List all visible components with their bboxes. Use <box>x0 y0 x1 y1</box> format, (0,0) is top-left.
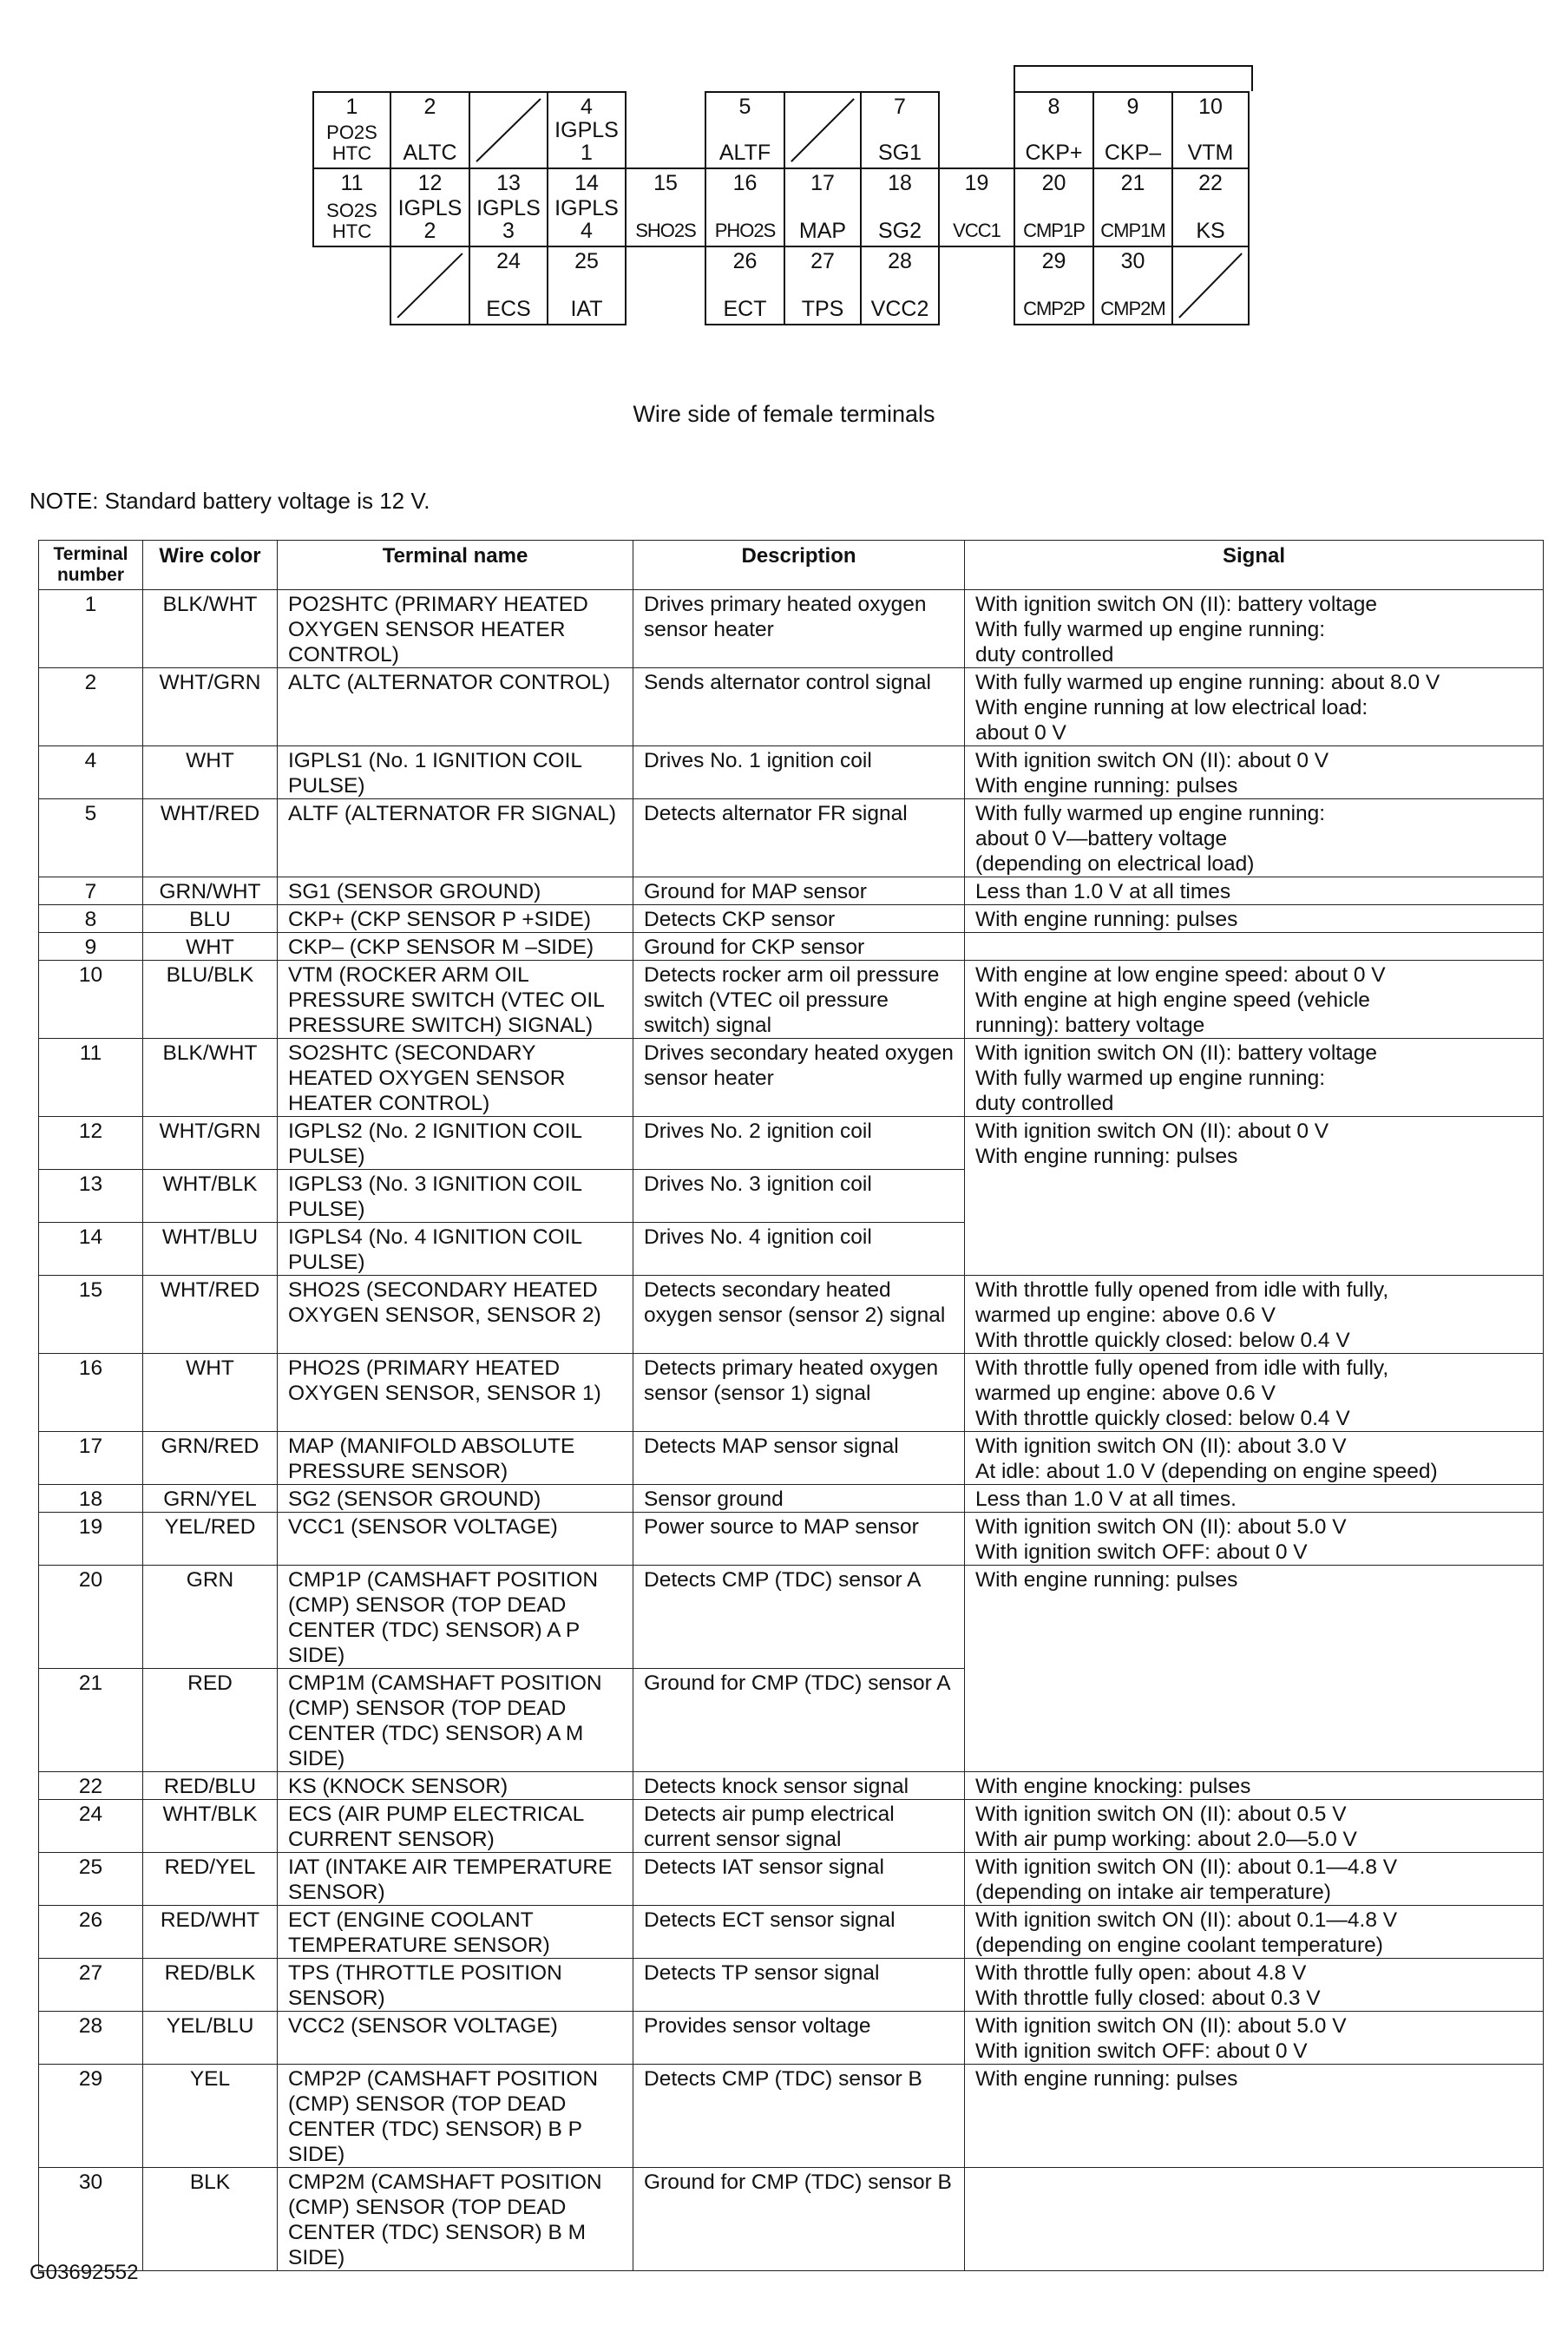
signal-cell: With fully warmed up engine running: about 0 V—battery voltage (depending on electrical load) <box>965 799 1544 877</box>
description-cell: Ground for CMP (TDC) sensor A <box>633 1669 965 1772</box>
description-cell: Detects air pump electrical current sensor signal <box>633 1800 965 1853</box>
table-row <box>39 1853 1544 1906</box>
signal-cell <box>965 2168 1544 2271</box>
wire-color-cell: YEL/RED <box>143 1513 278 1566</box>
terminal-10: 10 VTM <box>1171 91 1250 169</box>
terminal-20: 20 CMP1P <box>1014 167 1094 247</box>
terminal-name-cell: ECS (AIR PUMP ELECTRICAL CURRENT SENSOR) <box>278 1800 633 1853</box>
signal-cell: With ignition switch ON (II): battery voltage With fully warmed up engine running: duty controlled <box>965 1039 1544 1117</box>
table-row <box>39 1485 1544 1513</box>
signal-cell: With engine at low engine speed: about 0 V With engine at high engine speed (vehicle running): battery voltage <box>965 961 1544 1039</box>
table-row <box>39 905 1544 933</box>
terminal-number-cell: 7 <box>39 877 143 905</box>
wire-color-cell: WHT/BLK <box>143 1170 278 1223</box>
terminal-number-cell: 11 <box>39 1039 143 1117</box>
terminal-16: 16 PHO2S <box>705 167 785 247</box>
terminal-name-cell: CMP1P (CAMSHAFT POSITION (CMP) SENSOR (TOP DEAD CENTER (TDC) SENSOR) A P SIDE) <box>278 1566 633 1669</box>
signal-cell: With ignition switch ON (II): about 0.1—4.8 V (depending on engine coolant temperature) <box>965 1906 1544 1959</box>
terminal-2: 2 ALTC <box>390 91 470 169</box>
description-cell: Detects CKP sensor <box>633 905 965 933</box>
terminal-8: 8 CKP+ <box>1014 91 1094 169</box>
terminal-14: 14 IGPLS 4 <box>547 167 627 247</box>
terminal-number-cell: 27 <box>39 1959 143 2012</box>
terminal-number-cell: 5 <box>39 799 143 877</box>
terminal-name-cell: VTM (ROCKER ARM OIL PRESSURE SWITCH (VTEC OIL PRESSURE SWITCH) SIGNAL) <box>278 961 633 1039</box>
table-row <box>39 1354 1544 1432</box>
signal-cell: With ignition switch ON (II): about 5.0 V With ignition switch OFF: about 0 V <box>965 1513 1544 1566</box>
signal-cell: With engine running: pulses <box>965 1566 1544 1772</box>
terminal-spec-table <box>38 540 1544 2271</box>
wire-color-cell: WHT <box>143 1354 278 1432</box>
description-cell: Detects CMP (TDC) sensor B <box>633 2065 965 2168</box>
terminal-31-blank <box>1171 246 1250 325</box>
wire-color-cell: BLK/WHT <box>143 1039 278 1117</box>
terminal-name-cell: CKP+ (CKP SENSOR P +SIDE) <box>278 905 633 933</box>
terminal-29: 29 CMP2P <box>1014 246 1094 325</box>
description-cell: Drives primary heated oxygen sensor heater <box>633 590 965 668</box>
description-cell: Detects primary heated oxygen sensor (sensor 1) signal <box>633 1354 965 1432</box>
description-cell: Detects rocker arm oil pressure switch (VTEC oil pressure switch) signal <box>633 961 965 1039</box>
signal-cell: With ignition switch ON (II): about 0.5 V With air pump working: about 2.0—5.0 V <box>965 1800 1544 1853</box>
description-cell: Power source to MAP sensor <box>633 1513 965 1566</box>
terminal-number-cell: 17 <box>39 1432 143 1485</box>
signal-cell: With engine running: pulses <box>965 905 1544 933</box>
terminal-4: 4 IGPLS 1 <box>547 91 627 169</box>
wire-color-cell: YEL/BLU <box>143 2012 278 2065</box>
table-header-row <box>39 541 1544 590</box>
terminal-number-cell: 30 <box>39 2168 143 2271</box>
terminal-number-cell: 13 <box>39 1170 143 1223</box>
terminal-number-cell: 18 <box>39 1485 143 1513</box>
table-row <box>39 1959 1544 2012</box>
signal-cell: With ignition switch ON (II): battery voltage With fully warmed up engine running: duty controlled <box>965 590 1544 668</box>
terminal-21: 21 CMP1M <box>1092 167 1173 247</box>
terminal-5: 5 ALTF <box>705 91 785 169</box>
signal-cell: With engine running: pulses <box>965 2065 1544 2168</box>
signal-cell: With engine knocking: pulses <box>965 1772 1544 1800</box>
description-cell: Ground for MAP sensor <box>633 877 965 905</box>
description-cell: Detects IAT sensor signal <box>633 1853 965 1906</box>
wire-color-cell: RED/WHT <box>143 1906 278 1959</box>
terminal-number-cell: 2 <box>39 668 143 746</box>
terminal-1: 1 PO2S HTC <box>312 91 391 169</box>
table-row <box>39 2168 1544 2271</box>
terminal-27: 27 TPS <box>784 246 862 325</box>
signal-cell: With fully warmed up engine running: about 8.0 V With engine running at low electrical load: about 0 V <box>965 668 1544 746</box>
terminal-name-cell: CMP2P (CAMSHAFT POSITION (CMP) SENSOR (TOP DEAD CENTER (TDC) SENSOR) B P SIDE) <box>278 2065 633 2168</box>
table-body <box>39 590 1544 2271</box>
terminal-30: 30 CMP2M <box>1092 246 1173 325</box>
wire-color-cell: BLU/BLK <box>143 961 278 1039</box>
header-signal: Signal <box>965 541 1544 590</box>
terminal-name-cell: VCC2 (SENSOR VOLTAGE) <box>278 2012 633 2065</box>
wire-color-cell: WHT/BLU <box>143 1223 278 1276</box>
wire-color-cell: WHT <box>143 746 278 799</box>
terminal-28: 28 VCC2 <box>860 246 940 325</box>
wire-color-cell: RED/BLU <box>143 1772 278 1800</box>
table-row <box>39 1432 1544 1485</box>
terminal-number-cell: 29 <box>39 2065 143 2168</box>
wire-color-cell: BLU <box>143 905 278 933</box>
terminal-25: 25 IAT <box>547 246 627 325</box>
table-row <box>39 1906 1544 1959</box>
terminal-number-cell: 24 <box>39 1800 143 1853</box>
description-cell: Drives No. 4 ignition coil <box>633 1223 965 1276</box>
terminal-11: 11 SO2S HTC <box>312 167 391 247</box>
header-description: Description <box>633 541 965 590</box>
terminal-name-cell: CMP2M (CAMSHAFT POSITION (CMP) SENSOR (TOP DEAD CENTER (TDC) SENSOR) B M SIDE) <box>278 2168 633 2271</box>
header-wire-color: Wire color <box>143 541 278 590</box>
header-terminal-name: Terminal name <box>278 541 633 590</box>
signal-cell: With throttle fully opened from idle with fully, warmed up engine: above 0.6 V With throttle quickly closed: below 0.4 V <box>965 1276 1544 1354</box>
terminal-name-cell: SO2SHTC (SECONDARY HEATED OXYGEN SENSOR HEATER CONTROL) <box>278 1039 633 1117</box>
terminal-number-cell: 26 <box>39 1906 143 1959</box>
table-row <box>39 1276 1544 1354</box>
description-cell: Ground for CKP sensor <box>633 933 965 961</box>
terminal-name-cell: IAT (INTAKE AIR TEMPERATURE SENSOR) <box>278 1853 633 1906</box>
table-row <box>39 1800 1544 1853</box>
terminal-24: 24 ECS <box>469 246 548 325</box>
wire-color-cell: RED/BLK <box>143 1959 278 2012</box>
wire-color-cell: RED <box>143 1669 278 1772</box>
table-row <box>39 1039 1544 1117</box>
signal-cell: With throttle fully opened from idle with fully, warmed up engine: above 0.6 V With throttle quickly closed: below 0.4 V <box>965 1354 1544 1432</box>
terminal-number-cell: 12 <box>39 1117 143 1170</box>
wire-color-cell: GRN/WHT <box>143 877 278 905</box>
terminal-number-cell: 1 <box>39 590 143 668</box>
signal-cell: With ignition switch ON (II): about 3.0 V At idle: about 1.0 V (depending on engine speed) <box>965 1432 1544 1485</box>
diagram-caption: Wire side of female terminals <box>633 401 935 427</box>
terminal-22: 22 KS <box>1171 167 1250 247</box>
terminal-number-cell: 21 <box>39 1669 143 1772</box>
terminal-3-blank <box>469 91 548 169</box>
terminal-name-cell: SHO2S (SECONDARY HEATED OXYGEN SENSOR, SENSOR 2) <box>278 1276 633 1354</box>
description-cell: Detects knock sensor signal <box>633 1772 965 1800</box>
wire-color-cell: GRN/RED <box>143 1432 278 1485</box>
terminal-7: 7 SG1 <box>860 91 940 169</box>
terminal-name-cell: CMP1M (CAMSHAFT POSITION (CMP) SENSOR (TOP DEAD CENTER (TDC) SENSOR) A M SIDE) <box>278 1669 633 1772</box>
wire-color-cell: YEL <box>143 2065 278 2168</box>
signal-cell <box>965 933 1544 961</box>
header-terminal-number: Terminal number <box>39 541 143 590</box>
terminal-name-cell: ALTF (ALTERNATOR FR SIGNAL) <box>278 799 633 877</box>
description-cell: Detects ECT sensor signal <box>633 1906 965 1959</box>
table-row <box>39 1566 1544 1669</box>
description-cell: Drives No. 3 ignition coil <box>633 1170 965 1223</box>
wire-color-cell: WHT/BLK <box>143 1800 278 1853</box>
wire-color-cell: WHT/GRN <box>143 668 278 746</box>
table-row <box>39 1117 1544 1170</box>
terminal-name-cell: IGPLS1 (No. 1 IGNITION COIL PULSE) <box>278 746 633 799</box>
table-row <box>39 668 1544 746</box>
terminal-name-cell: TPS (THROTTLE POSITION SENSOR) <box>278 1959 633 2012</box>
terminal-1-label: PO2S HTC <box>326 121 377 164</box>
table-row <box>39 2065 1544 2168</box>
terminal-18: 18 SG2 <box>860 167 940 247</box>
description-cell: Ground for CMP (TDC) sensor B <box>633 2168 965 2271</box>
table-row <box>39 746 1544 799</box>
terminal-name-cell: MAP (MANIFOLD ABSOLUTE PRESSURE SENSOR) <box>278 1432 633 1485</box>
wire-color-cell: BLK/WHT <box>143 590 278 668</box>
description-cell: Detects MAP sensor signal <box>633 1432 965 1485</box>
wire-color-cell: BLK <box>143 2168 278 2271</box>
terminal-9: 9 CKP– <box>1092 91 1173 169</box>
terminal-name-cell: IGPLS2 (No. 2 IGNITION COIL PULSE) <box>278 1117 633 1170</box>
description-cell: Detects TP sensor signal <box>633 1959 965 2012</box>
signal-cell: With ignition switch ON (II): about 5.0 V With ignition switch OFF: about 0 V <box>965 2012 1544 2065</box>
terminal-name-cell: PO2SHTC (PRIMARY HEATED OXYGEN SENSOR HEATER CONTROL) <box>278 590 633 668</box>
table-row <box>39 799 1544 877</box>
table-row <box>39 590 1544 668</box>
wire-color-cell: WHT <box>143 933 278 961</box>
description-cell: Sensor ground <box>633 1485 965 1513</box>
signal-cell: Less than 1.0 V at all times <box>965 877 1544 905</box>
terminal-name-cell: CKP– (CKP SENSOR M –SIDE) <box>278 933 633 961</box>
signal-cell: Less than 1.0 V at all times. <box>965 1485 1544 1513</box>
terminal-name-cell: IGPLS4 (No. 4 IGNITION COIL PULSE) <box>278 1223 633 1276</box>
terminal-6-blank <box>784 91 862 169</box>
terminal-23-blank <box>390 246 470 325</box>
terminal-15: 15 SHO2S <box>625 167 706 247</box>
terminal-number-cell: 10 <box>39 961 143 1039</box>
table-row <box>39 961 1544 1039</box>
description-cell: Detects secondary heated oxygen sensor (sensor 2) signal <box>633 1276 965 1354</box>
wire-color-cell: RED/YEL <box>143 1853 278 1906</box>
description-cell: Detects alternator FR signal <box>633 799 965 877</box>
battery-note: NOTE: Standard battery voltage is 12 V. <box>30 488 430 514</box>
wire-color-cell: WHT/RED <box>143 799 278 877</box>
terminal-number-cell: 9 <box>39 933 143 961</box>
signal-cell: With throttle fully open: about 4.8 V With throttle fully closed: about 0.3 V <box>965 1959 1544 2012</box>
signal-cell: With ignition switch ON (II): about 0 V With engine running: pulses <box>965 746 1544 799</box>
signal-cell: With ignition switch ON (II): about 0.1—4.8 V (depending on intake air temperature) <box>965 1853 1544 1906</box>
terminal-name-cell: SG1 (SENSOR GROUND) <box>278 877 633 905</box>
table-row <box>39 1772 1544 1800</box>
description-cell: Drives No. 2 ignition coil <box>633 1117 965 1170</box>
terminal-12: 12 IGPLS 2 <box>390 167 470 247</box>
wire-color-cell: GRN/YEL <box>143 1485 278 1513</box>
terminal-26: 26 ECT <box>705 246 785 325</box>
terminal-number-cell: 4 <box>39 746 143 799</box>
connector-hood <box>1014 65 1253 91</box>
description-cell: Drives secondary heated oxygen sensor heater <box>633 1039 965 1117</box>
terminal-number-cell: 14 <box>39 1223 143 1276</box>
terminal-17: 17 MAP <box>784 167 862 247</box>
terminal-name-cell: ALTC (ALTERNATOR CONTROL) <box>278 668 633 746</box>
terminal-number-cell: 15 <box>39 1276 143 1354</box>
table-row <box>39 1513 1544 1566</box>
description-cell: Drives No. 1 ignition coil <box>633 746 965 799</box>
description-cell: Detects CMP (TDC) sensor A <box>633 1566 965 1669</box>
terminal-number-cell: 25 <box>39 1853 143 1906</box>
figure-id: G03692552 <box>30 2261 139 2284</box>
wire-color-cell: WHT/RED <box>143 1276 278 1354</box>
table-row <box>39 877 1544 905</box>
terminal-number-cell: 22 <box>39 1772 143 1800</box>
terminal-13: 13 IGPLS 3 <box>469 167 548 247</box>
description-cell: Provides sensor voltage <box>633 2012 965 2065</box>
description-cell: Sends alternator control signal <box>633 668 965 746</box>
terminal-number-cell: 28 <box>39 2012 143 2065</box>
terminal-name-cell: SG2 (SENSOR GROUND) <box>278 1485 633 1513</box>
signal-cell: With ignition switch ON (II): about 0 V With engine running: pulses <box>965 1117 1544 1276</box>
terminal-name-cell: IGPLS3 (No. 3 IGNITION COIL PULSE) <box>278 1170 633 1223</box>
terminal-number-cell: 16 <box>39 1354 143 1432</box>
terminal-number-cell: 8 <box>39 905 143 933</box>
terminal-name-cell: VCC1 (SENSOR VOLTAGE) <box>278 1513 633 1566</box>
wire-color-cell: GRN <box>143 1566 278 1669</box>
wire-color-cell: WHT/GRN <box>143 1117 278 1170</box>
terminal-number-cell: 20 <box>39 1566 143 1669</box>
terminal-name-cell: ECT (ENGINE COOLANT TEMPERATURE SENSOR) <box>278 1906 633 1959</box>
connector-diagram <box>312 65 1250 327</box>
table-row <box>39 933 1544 961</box>
terminal-name-cell: KS (KNOCK SENSOR) <box>278 1772 633 1800</box>
terminal-name-cell: PHO2S (PRIMARY HEATED OXYGEN SENSOR, SENSOR 1) <box>278 1354 633 1432</box>
terminal-19: 19 VCC1 <box>938 167 1015 247</box>
table-row <box>39 2012 1544 2065</box>
terminal-number-cell: 19 <box>39 1513 143 1566</box>
